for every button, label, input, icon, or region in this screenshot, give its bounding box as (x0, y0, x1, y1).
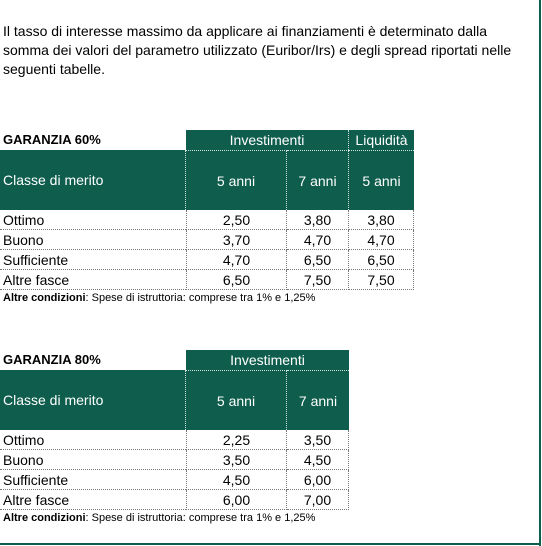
column-header: 5 anni (186, 150, 287, 210)
table-cell: 7,00 (287, 490, 349, 510)
table-cell: 7,50 (349, 270, 414, 290)
table-cell: 3,70 (186, 230, 287, 250)
table-cell: 6,50 (186, 270, 287, 290)
column-header: 5 anni (349, 150, 414, 210)
column-header: 7 anni (287, 370, 349, 430)
row-label: Sufficiente (0, 470, 186, 490)
header-classe-di-merito: Classe di merito (0, 370, 186, 430)
note-label: Altre condizioni (3, 292, 86, 304)
group-header-investimenti: Investimenti (186, 130, 349, 150)
table-cell: 3,80 (349, 210, 414, 230)
table-title: GARANZIA 60% (3, 132, 101, 147)
table-cell: 6,50 (287, 250, 349, 270)
row-label: Ottimo (0, 210, 186, 230)
table-cell: 4,70 (349, 230, 414, 250)
column-header: 5 anni (186, 370, 287, 430)
table-cell: 4,50 (186, 470, 287, 490)
row-label: Buono (0, 450, 186, 470)
table-cell: 7,50 (287, 270, 349, 290)
table-title: GARANZIA 80% (3, 352, 101, 367)
row-label: Sufficiente (0, 250, 186, 270)
table-cell: 6,00 (287, 470, 349, 490)
table-cell: 4,70 (186, 250, 287, 270)
note-label: Altre condizioni (3, 512, 86, 524)
table-cell: 3,50 (287, 430, 349, 450)
row-label: Altre fasce (0, 490, 186, 510)
table-cell: 2,50 (186, 210, 287, 230)
intro-paragraph: Il tasso di interesse massimo da applicare ai finanziamenti è determinato dalla somma dei valori del parametro utilizzato (Euribor/Irs) e degli spread riportati nelle seguenti tabelle. (3, 23, 512, 77)
row-label: Altre fasce (0, 270, 186, 290)
page-frame-bottom-border (0, 543, 541, 545)
table-cell: 6,00 (186, 490, 287, 510)
table-cell: 3,50 (186, 450, 287, 470)
row-label: Ottimo (0, 430, 186, 450)
page-frame-right-border (539, 0, 541, 546)
table-cell: 2,25 (186, 430, 287, 450)
note-text: : Spese di istruttoria: comprese tra 1% e 1,25% (85, 512, 316, 524)
table-cell: 4,50 (287, 450, 349, 470)
table-note (0, 511, 420, 525)
group-header-liquidita: Liquidità (349, 130, 414, 150)
header-classe-di-merito: Classe di merito (0, 150, 186, 210)
group-header-investimenti: Investimenti (186, 350, 349, 370)
note-text: : Spese di istruttoria: comprese tra 1% e 1,25% (85, 292, 316, 304)
table-note (0, 291, 420, 305)
table-cell: 6,50 (349, 250, 414, 270)
table-cell: 4,70 (287, 230, 349, 250)
table-cell: 3,80 (287, 210, 349, 230)
column-header: 7 anni (287, 150, 349, 210)
row-label: Buono (0, 230, 186, 250)
